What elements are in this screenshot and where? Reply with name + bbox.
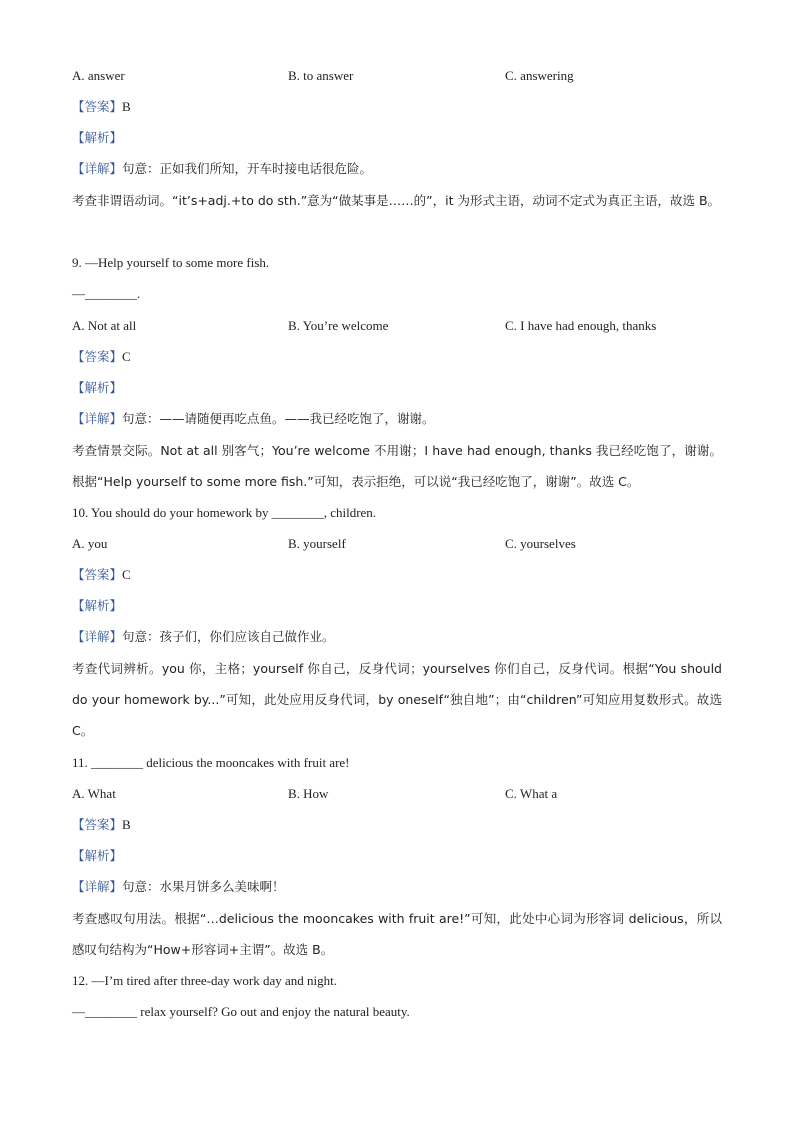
q9-stem: 9. —Help yourself to some more fish. [72, 255, 270, 270]
q11-option-b: B. How [288, 786, 329, 801]
q11-answer-line [72, 817, 131, 833]
q10-detail: 句意：孩子们，你们应该自己做作业。 [122, 629, 335, 644]
q9-analysis-tag: 【解析】 [72, 380, 123, 395]
q8-option-b: B. to answer [288, 68, 354, 83]
q9-explanation: 考查情景交际。Not at all 别客气；You’re welcome 不用谢；I have had enough, thanks 我已经吃饱了，谢谢。根据“Help yourself to some more fish.”可知，表示拒绝，可以说“我已经吃饱了，谢谢”。故选 C。 [72, 443, 722, 489]
q8-detail-line [72, 161, 372, 177]
detail-tag: 【详解】 [72, 161, 123, 176]
q10-answer: C [122, 567, 131, 582]
q11-explanation: 考查感叹句用法。根据“…delicious the mooncakes with fruit are!”可知，此处中心词为形容词 delicious，所以感叹句结构为“How+形容词+主谓”。故选 B。 [72, 911, 722, 957]
q10-detail-line [72, 629, 335, 645]
detail-tag: 【详解】 [72, 629, 123, 644]
q9-answer: C [122, 349, 131, 364]
q8-detail: 句意：正如我们所知，开车时接电话很危险。 [122, 161, 373, 176]
q10-explanation: 考查代词辨析。you 你，主格；yourself 你自己，反身代词；yourselves 你们自己，反身代词。根据“You should do your homework by...”可知，此处应用反身代词，by oneself“独自地”；由“children”可知应用复数形式。故选 C。 [72, 661, 722, 738]
q8-answer-line [72, 99, 131, 115]
q10-answer-line [72, 567, 131, 583]
q11-option-a: A. What [72, 786, 116, 801]
q9-option-a: A. Not at all [72, 318, 137, 333]
answer-tag: 【答案】 [72, 99, 123, 114]
q11-detail: 句意：水果月饼多么美味啊！ [122, 879, 285, 894]
q10-options [72, 536, 722, 552]
q10-option-c: C. yourselves [505, 536, 576, 551]
q11-answer: B [122, 817, 131, 832]
q9-detail-line [72, 411, 435, 427]
q9-option-c: C. I have had enough, thanks [505, 318, 657, 333]
answer-tag: 【答案】 [72, 349, 123, 364]
q11-options [72, 786, 722, 802]
q9-option-b: B. You’re welcome [288, 318, 389, 333]
q8-answer: B [122, 99, 131, 114]
q8-analysis-tag: 【解析】 [72, 130, 123, 145]
q11-detail-line [72, 879, 285, 895]
q12-reply: —________ relax yourself? Go out and enjoy the natural beauty. [72, 1004, 410, 1019]
answer-tag: 【答案】 [72, 817, 123, 832]
q8-option-a: A. answer [72, 68, 125, 83]
q11-analysis-tag: 【解析】 [72, 848, 123, 863]
q9-detail: 句意：——请随便再吃点鱼。——我已经吃饱了，谢谢。 [122, 411, 435, 426]
detail-tag: 【详解】 [72, 411, 123, 426]
q8-option-c: C. answering [505, 68, 574, 83]
answer-tag: 【答案】 [72, 567, 123, 582]
q9-reply: —________. [72, 286, 141, 301]
q8-options [72, 68, 722, 84]
q9-answer-line [72, 349, 131, 365]
q11-stem: 11. ________ delicious the mooncakes with fruit are! [72, 755, 350, 770]
q12-stem: 12. —I’m tired after three-day work day and night. [72, 973, 337, 988]
q8-explanation: 考查非谓语动词。“it’s+adj.+to do sth.”意为“做某事是……的”，it 为形式主语，动词不定式为真正主语，故选 B。 [72, 193, 721, 208]
q11-option-c: C. What a [505, 786, 558, 801]
q10-analysis-tag: 【解析】 [72, 598, 123, 613]
q10-option-a: A. you [72, 536, 108, 551]
q10-stem: 10. You should do your homework by ________, children. [72, 505, 377, 520]
q10-option-b: B. yourself [288, 536, 346, 551]
detail-tag: 【详解】 [72, 879, 123, 894]
q9-options [72, 318, 722, 334]
